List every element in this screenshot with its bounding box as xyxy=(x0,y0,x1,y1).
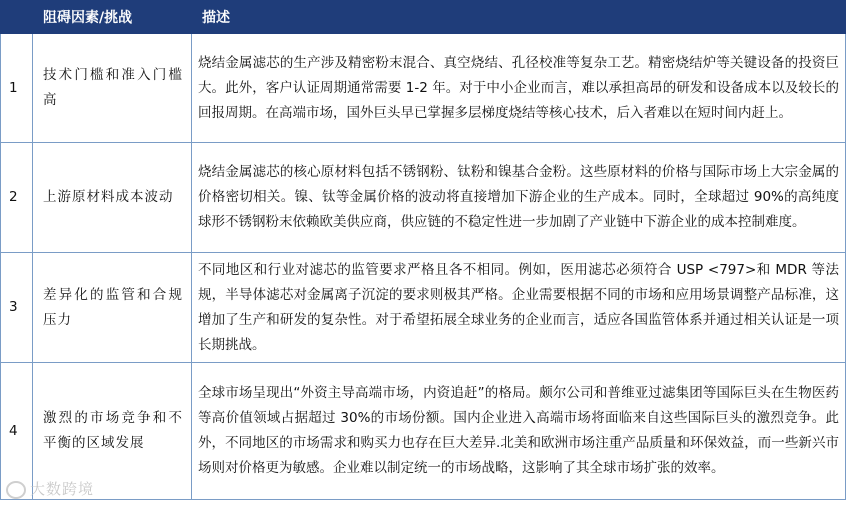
table-row xyxy=(1,363,846,500)
table-header-row xyxy=(1,1,846,34)
row-number: 2 xyxy=(1,143,33,253)
header-num xyxy=(1,1,33,34)
row-description: 全球市场呈现出“外资主导高端市场，内资追赶”的格局。颇尔公司和普维亚过滤集团等国际巨头在生物医药等高价值领域占据超过 30%的市场份额。国内企业进入高端市场将面临来自这些国际巨头的激烈竞争。此外，不同地区的市场需求和购买力也存在巨大差异.北美和欧洲市场注重产品质量和环保效益，而一些新兴市场则对价格更为敏感。企业难以制定统一的市场战略，这影响了其全球市场扩张的效率。 xyxy=(192,363,846,500)
row-description: 烧结金属滤芯的生产涉及精密粉末混合、真空烧结、孔径校准等复杂工艺。精密烧结炉等关键设备的投资巨大。此外，客户认证周期通常需要 1-2 年。对于中小企业而言，难以承担高昂的研发和设备成本以及较长的回报周期。在高端市场，国外巨头早已掌握多层梯度烧结等核心技术，后入者难以在短时间内赶上。 xyxy=(192,34,846,143)
row-description: 烧结金属滤芯的核心原材料包括不锈钢粉、钛粉和镍基合金粉。这些原材料的价格与国际市场上大宗金属的价格密切相关。镍、钛等金属价格的波动将直接增加下游企业的生产成本。同时，全球超过 90%的高纯度球形不锈钢粉末依赖欧美供应商，供应链的不稳定性进一步加剧了产业链中下游企业的成本控制难度。 xyxy=(192,143,846,253)
row-number: 4 xyxy=(1,363,33,500)
row-factor: 技术门槛和准入门槛高 xyxy=(33,34,192,143)
row-factor: 激烈的市场竞争和不平衡的区域发展 xyxy=(33,363,192,500)
row-factor: 差异化的监管和合规压力 xyxy=(33,253,192,363)
table-row xyxy=(1,253,846,363)
row-description: 不同地区和行业对滤芯的监管要求严格且各不相同。例如，医用滤芯必须符合 USP <797>和 MDR 等法规，半导体滤芯对金属离子沉淀的要求则极其严格。企业需要根据不同的市场和应用场景调整产品标准，这增加了生产和研发的复杂性。对于希望拓展全球业务的企业而言，适应各国监管体系并通过相关认证是一项长期挑战。 xyxy=(192,253,846,363)
row-factor: 上游原材料成本波动 xyxy=(33,143,192,253)
row-number: 3 xyxy=(1,253,33,363)
row-number: 1 xyxy=(1,34,33,143)
table-row xyxy=(1,34,846,143)
header-description: 描述 xyxy=(192,1,846,34)
header-factor: 阻碍因素/挑战 xyxy=(33,1,192,34)
watermark-logo-icon xyxy=(6,481,26,499)
table-row xyxy=(1,143,846,253)
watermark-text: 大数跨境 xyxy=(30,480,95,498)
watermark xyxy=(6,478,94,499)
